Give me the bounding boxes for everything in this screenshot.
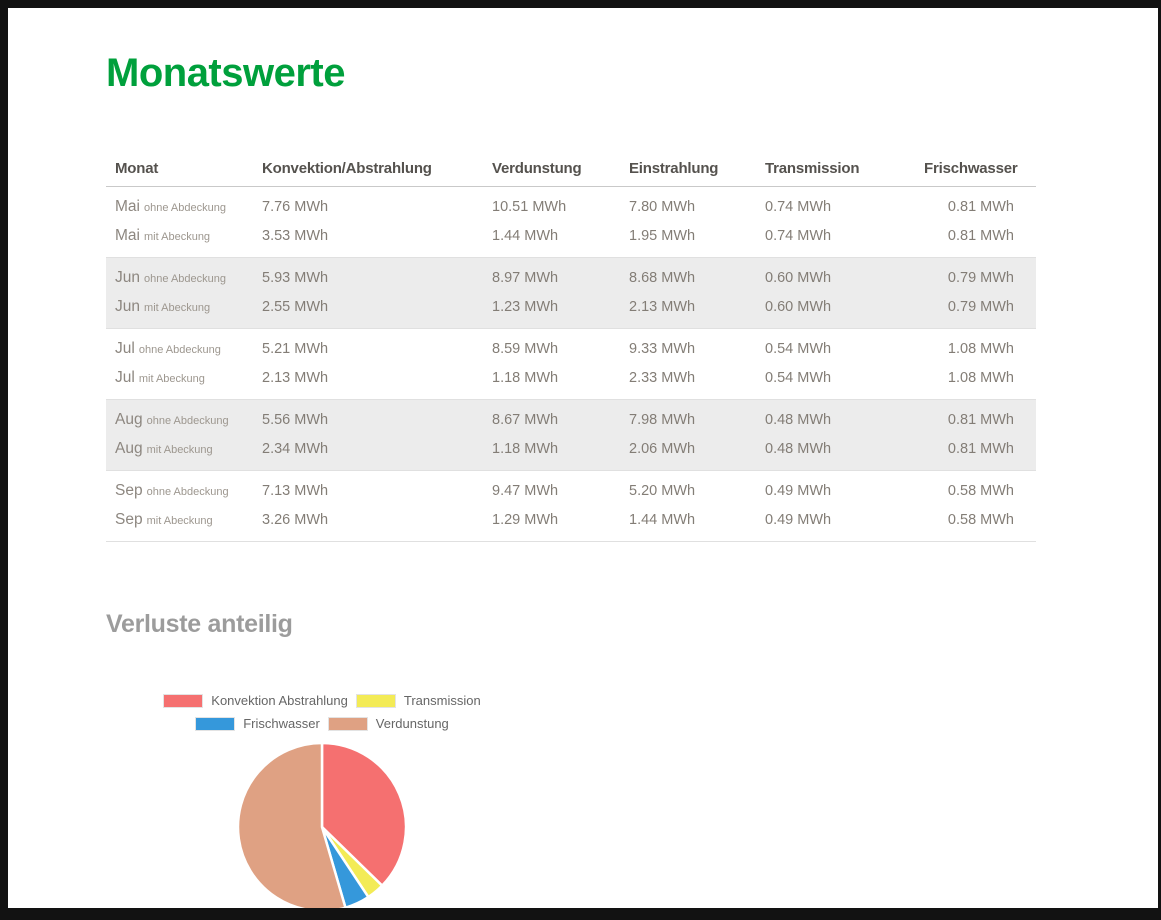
value-cell: 1.08 MWh [947,370,1014,386]
report-content [8,8,1158,915]
value-cell: 0.54 MWh [765,341,832,357]
value-cell: 0.79 MWh [947,299,1014,315]
month-label: Aug [115,440,143,457]
month-label: Mai [115,227,140,244]
pie-chart-area [106,739,538,915]
value-cell: 10.51 MWh [492,199,567,215]
value-cell: 0.48 MWh [765,441,832,457]
coverage-label: mit Abeckung [146,444,213,456]
value-cell: 1.23 MWh [492,299,559,315]
table-row [106,187,1036,223]
legend-swatch-konvektion [163,694,203,708]
month-label: Jul [115,369,135,386]
value-cell: 3.26 MWh [262,512,329,528]
column-header-konvektion: Konvektion/Abstrahlung [262,160,432,177]
table-header-row [106,156,1036,187]
value-cell: 8.67 MWh [492,412,559,428]
coverage-label: ohne Abdeckung [146,486,229,498]
month-label: Sep [115,482,143,499]
table-row [106,222,1036,258]
value-cell: 0.58 MWh [947,483,1014,499]
value-cell: 2.33 MWh [629,370,696,386]
month-group-jul [106,329,1036,400]
legend-swatch-transmission [356,694,396,708]
month-group-sep [106,471,1036,542]
value-cell: 0.54 MWh [765,370,832,386]
value-cell: 8.59 MWh [492,341,559,357]
monthly-values-table [106,156,1036,542]
value-cell: 1.44 MWh [629,512,696,528]
table-row [106,364,1036,400]
value-cell: 2.55 MWh [262,299,329,315]
column-header-monat: Monat [115,160,159,177]
value-cell: 0.49 MWh [765,512,832,528]
value-cell: 9.33 MWh [629,341,696,357]
legend-label-verdunstung: Verdunstung [375,716,449,731]
table-row [106,329,1036,365]
value-cell: 2.06 MWh [629,441,696,457]
value-cell: 0.81 MWh [947,228,1014,244]
chart-legend [106,693,538,731]
table-row [106,471,1036,507]
value-cell: 2.13 MWh [262,370,329,386]
value-cell: 0.49 MWh [765,483,832,499]
value-cell: 0.81 MWh [947,412,1014,428]
value-cell: 0.79 MWh [947,270,1014,286]
value-cell: 9.47 MWh [492,483,559,499]
month-label: Jul [115,340,135,357]
value-cell: 1.08 MWh [947,341,1014,357]
month-label: Mai [115,198,140,215]
value-cell: 8.68 MWh [629,270,696,286]
month-label: Sep [115,511,143,528]
legend-row [106,693,538,708]
value-cell: 1.95 MWh [629,228,696,244]
legend-label-frischwasser: Frischwasser [243,716,320,731]
page-title: Monatswerte [106,51,345,95]
value-cell: 0.81 MWh [947,441,1014,457]
value-cell: 5.20 MWh [629,483,696,499]
coverage-label: ohne Abdeckung [138,344,221,356]
value-cell: 0.58 MWh [947,512,1014,528]
legend-row [106,716,538,731]
value-cell: 1.44 MWh [492,228,559,244]
coverage-label: mit Abeckung [144,302,211,314]
value-cell: 1.18 MWh [492,370,559,386]
value-cell: 7.76 MWh [262,199,329,215]
value-cell: 7.80 MWh [629,199,696,215]
legend-swatch-frischwasser [195,717,235,731]
legend-swatch-verdunstung [328,717,368,731]
month-label: Aug [115,411,143,428]
month-group-mai [106,187,1036,258]
coverage-label: mit Abeckung [144,231,211,243]
value-cell: 7.98 MWh [629,412,696,428]
coverage-label: ohne Abdeckung [144,202,226,214]
value-cell: 7.13 MWh [262,483,329,499]
value-cell: 2.34 MWh [262,441,329,457]
column-header-einstrahlung: Einstrahlung [629,160,719,177]
value-cell: 0.74 MWh [765,228,832,244]
coverage-label: ohne Abdeckung [146,415,229,427]
table-row [106,258,1036,294]
column-header-frischwasser: Frischwasser [924,160,1018,177]
value-cell: 1.18 MWh [492,441,559,457]
value-cell: 2.13 MWh [629,299,696,315]
legend-label-konvektion: Konvektion Abstrahlung [211,693,348,708]
legend-label-transmission: Transmission [403,693,481,708]
table-row [106,506,1036,542]
value-cell: 0.48 MWh [765,412,832,428]
month-label: Jun [115,269,140,286]
value-cell: 1.29 MWh [492,512,559,528]
losses-pie-chart-block [106,693,538,915]
coverage-label: mit Abeckung [146,515,213,527]
value-cell: 0.74 MWh [765,199,832,215]
value-cell: 0.81 MWh [947,199,1014,215]
value-cell: 0.60 MWh [765,270,832,286]
losses-section-title: Verluste anteilig [106,610,293,638]
value-cell: 0.60 MWh [765,299,832,315]
value-cell: 5.21 MWh [262,341,329,357]
column-header-transmission: Transmission [765,160,860,177]
coverage-label: ohne Abdeckung [144,273,226,285]
table-row [106,400,1036,436]
month-group-jun [106,258,1036,329]
table-row [106,435,1036,471]
value-cell: 8.97 MWh [492,270,559,286]
table-row [106,293,1036,329]
month-label: Jun [115,298,140,315]
value-cell: 5.93 MWh [262,270,329,286]
month-group-aug [106,400,1036,471]
coverage-label: mit Abeckung [138,373,205,385]
pie-chart[interactable] [234,739,410,915]
value-cell: 5.56 MWh [262,412,329,428]
column-header-verdunstung: Verdunstung [492,160,582,177]
value-cell: 3.53 MWh [262,228,329,244]
